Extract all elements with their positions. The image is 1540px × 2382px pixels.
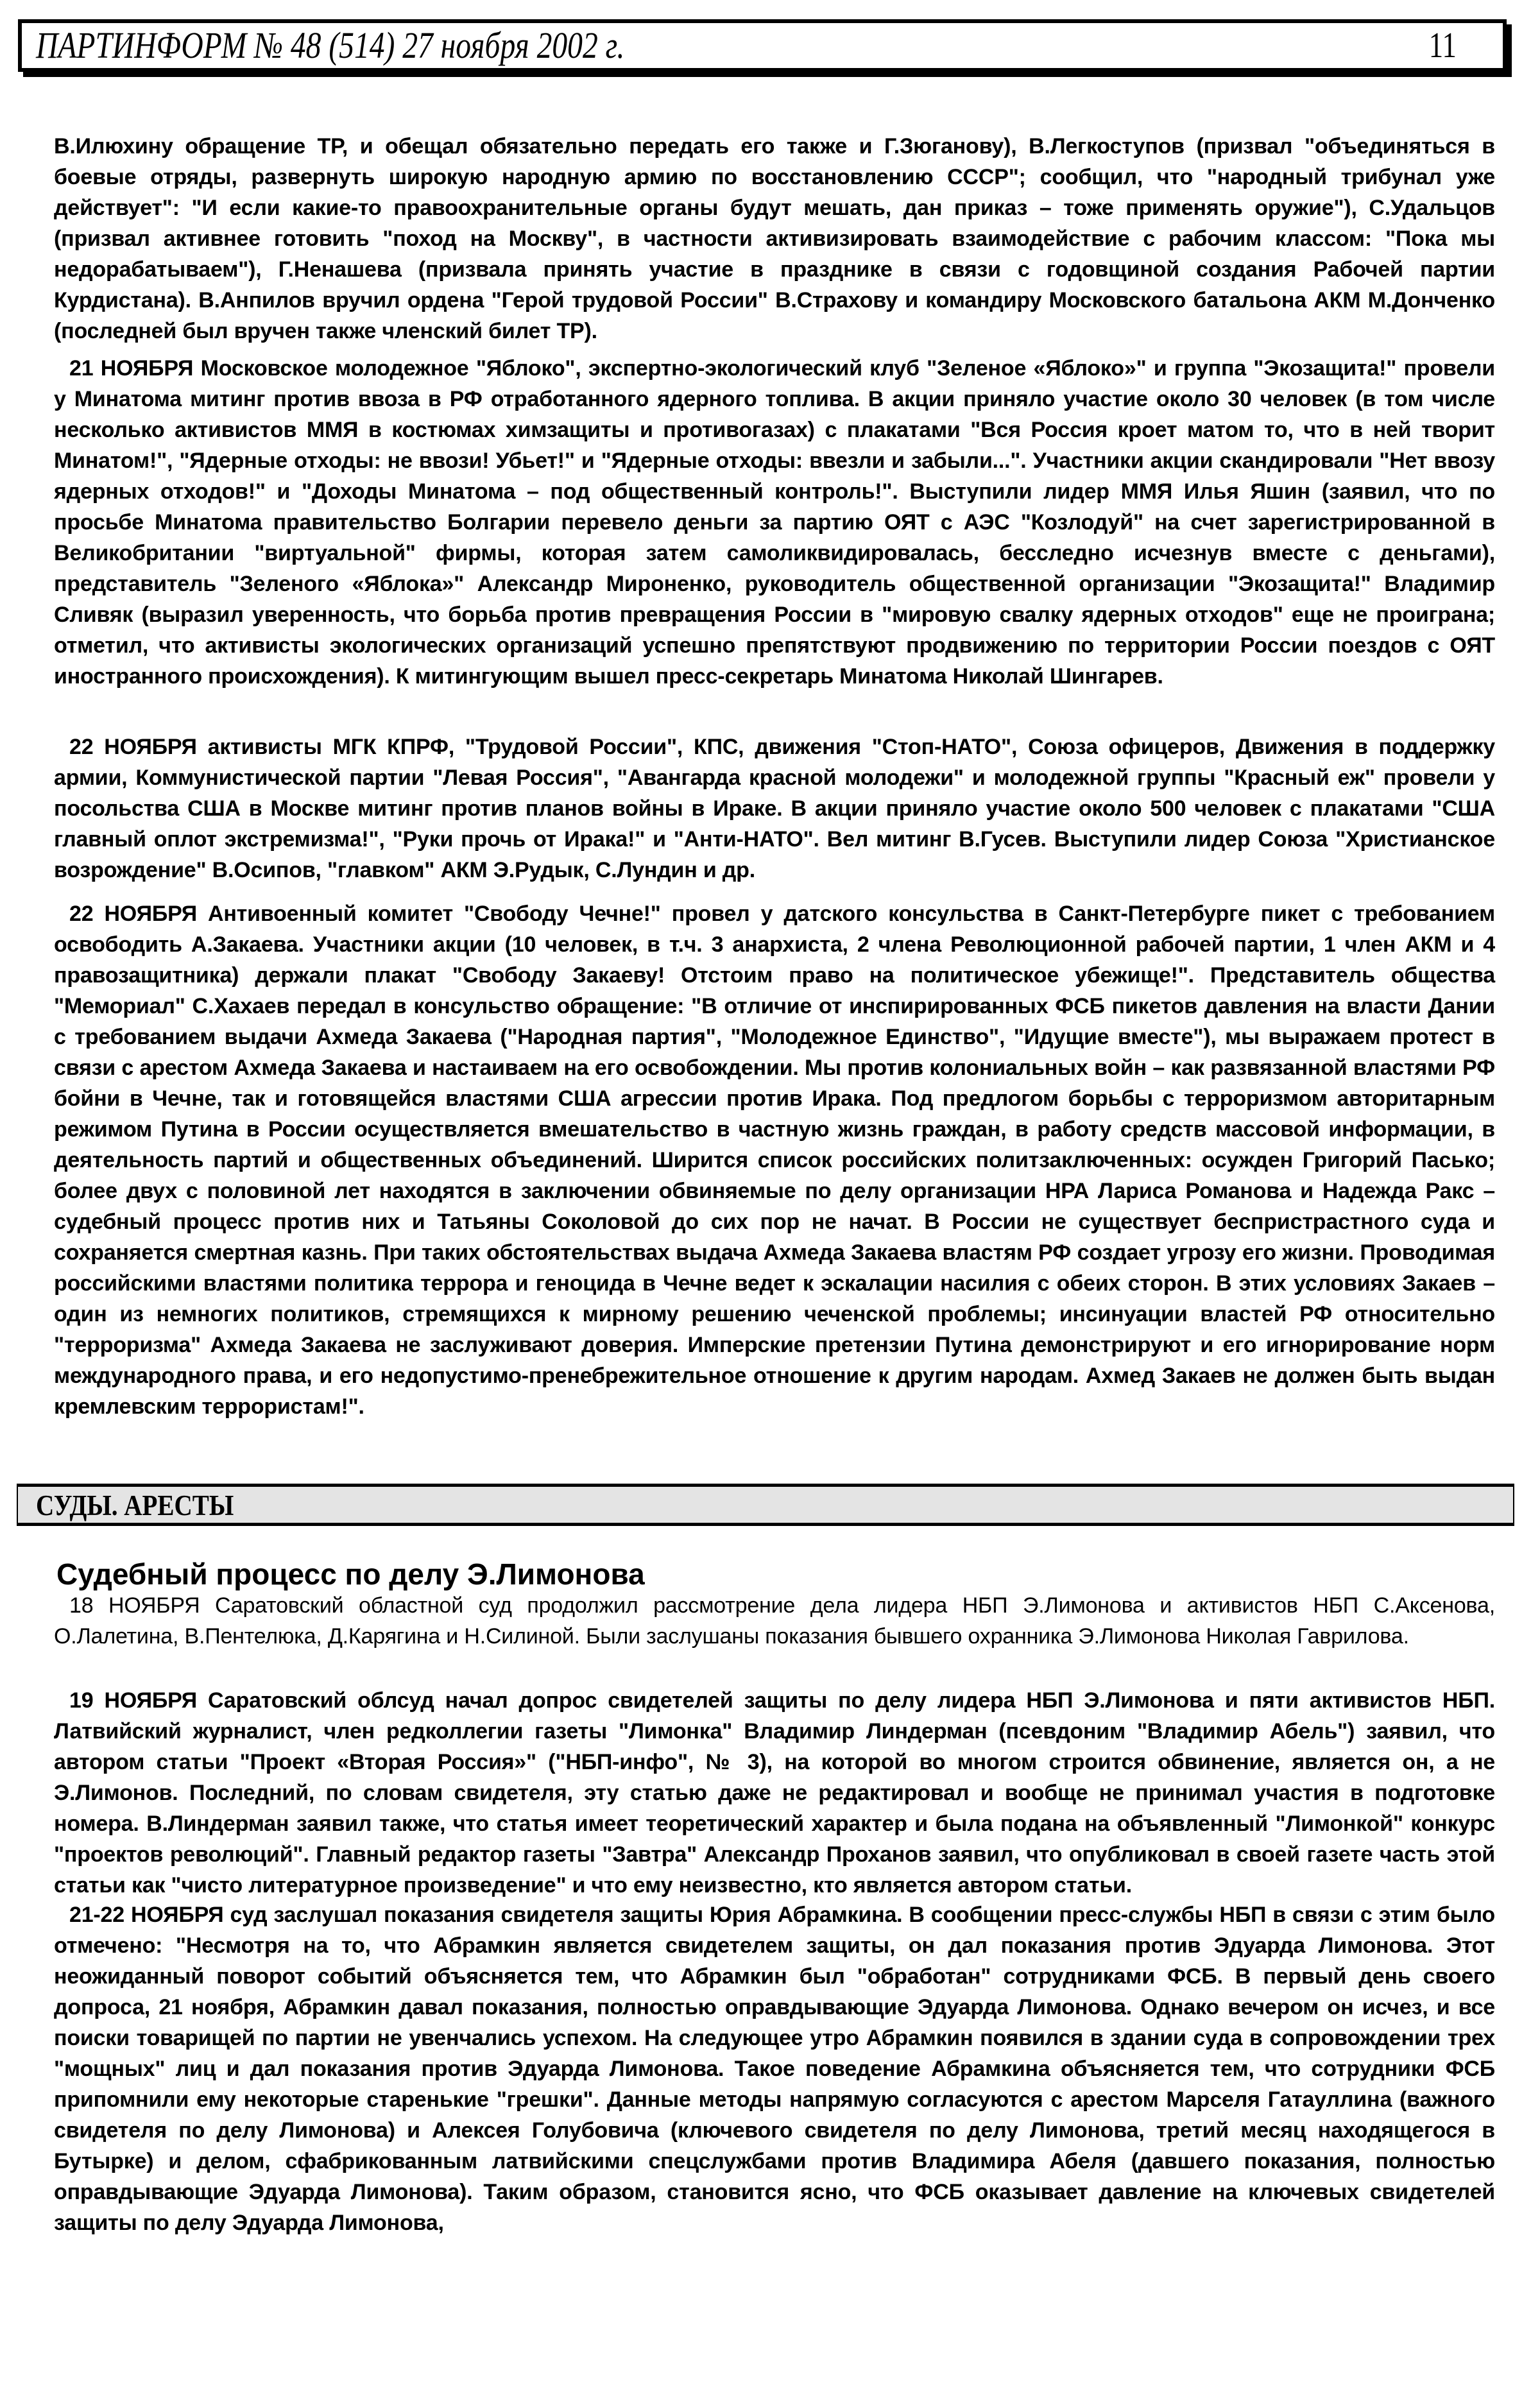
- article-text: Московское молодежное "Яблоко", экспертно-экологический клуб "Зеленое «Яблоко»" и группа "Экозащита!" провели у Минатома митинг против ввоза в РФ отработанного ядерного топлива. В акции приняло участие около 30 человек (в том числе несколько активистов ММЯ в костюмах химзащиты и противогазах) с плакатами "Вся Россия кроет матом то, что в ней творит Минатом!", "Ядерные отходы: не ввози! Убьет!" и "Ядерные отходы: ввезли и забыли...". Участники акции скандировали "Нет ввозу ядерных отходов!" и "Доходы Минатома – под общественный контроль!". Выступили лидер ММЯ Илья Яшин (заявил, что по просьбе Минатома правительство Болгарии перевело деньги за партию ОЯТ с АЭС "Козлодуй" на счет зарегистрированной в Великобритании "виртуальной" фирмы, которая затем самоликвидировалась, бесследно исчезнув вместе с деньгами), представитель "Зеленого «Яблока»" Александр Мироненко, руководитель общественной организации "Экозащита!" Владимир Сливяк (выразил уверенность, что борьба против превращения России в "мировую свалку ядерных отходов" еще не проиграна; отметил, что активисты экологических организаций успешно препятствуют продвижению по территории России поездов с ОЯТ иностранного происхождения). К митингующим вышел пресс-секретарь Минатома Николай Шингарев.: [54, 356, 1495, 689]
- entry-text: суд заслушал показания свидетеля защиты Юрия Абрамкина. В сообщении пресс-службы НБП в связи с этим было отмечено: "Несмотря на то, что Абрамкин является свидетелем защиты, он дал показания против Эдуарда Лимонова. Этот неожиданный поворот событий объясняется тем, что Абрамкин был "обработан" сотрудниками ФСБ. В первый день своего допроса, 21 ноября, Абрамкин давал показания, полностью оправдывающие Эдуарда Лимонова. Однако вечером он исчез, и все поиски товарищей по партии не увенчались успехом. На следующее утро Абрамкин появился в здании суда в сопровождении трех "мощных" лиц и дал показания против Эдуарда Лимонова. Такое поведение Абрамкина объясняется тем, что сотрудники ФСБ припомнили ему некоторые старенькие "грешки". Данные методы напрямую согласуются с арестом Марселя Гатауллина (важного свидетеля по делу Лимонова) и Алексея Голубовича (ключевого свидетеля по делу Лимонова, третий месяц находящегося в Бутырке) и делом, сфабрикованным латвийскими спецслужбами против Владимира Абеля (давшего показания, полностью оправдывающие Эдуарда Лимонова). Таким образом, становится ясно, что ФСБ оказывает давление на ключевых свидетелей защиты по делу Эдуарда Лимонова,: [54, 1903, 1496, 2235]
- article-nov22-moscow: [54, 732, 1495, 886]
- article-nov21: [54, 353, 1495, 692]
- entry-date: 18 НОЯБРЯ: [69, 1593, 200, 1618]
- page-header: [18, 19, 1507, 72]
- article-date: 22 НОЯБРЯ: [69, 902, 197, 926]
- entry-text: Саратовский областной суд продолжил рассмотрение дела лидера НБП Э.Лимонова и активистов НБП С.Аксенова, О.Лалетина, В.Пентелюка, Д.Карягина и Н.Силиной. Были заслушаны показания бывшего охранника Э.Лимонова Николая Гаврилова.: [54, 1593, 1495, 1649]
- section-title: СУДЫ. АРЕСТЫ: [36, 1489, 234, 1521]
- entry-date: 19 НОЯБРЯ: [69, 1688, 197, 1713]
- article-subheading: Судебный процесс по делу Э.Лимонова: [56, 1557, 645, 1591]
- article-nov22-spb: [54, 898, 1495, 1422]
- publication-title: ПАРТИНФОРМ № 48 (514) 27 ноября 2002 г.: [36, 24, 625, 66]
- article-text: Антивоенный комитет "Свободу Чечне!" провел у датского консульства в Санкт-Петербурге пикет с требованием освободить А.Закаева. Участники акции (10 человек, в т.ч. 3 анархиста, 2 члена Революционной рабочей партии, 1 член АКМ и 4 правозащитника) держали плакат "Свободу Закаеву! Отстоим право на политическое убежище!". Представитель общества "Мемориал" С.Хахаев передал в консульство обращение: "В отличие от инспирированных ФСБ пикетов давления на власти Дании с требованием выдачи Ахмеда Закаева ("Народная партия", "Молодежное Единство", "Идущие вместе"), мы выражаем протест в связи с арестом Ахмеда Закаева и настаиваем на его освобождении. Мы против колониальных войн – как развязанной властями РФ бойни в Чечне, так и готовящейся властями США агрессии против Ирака. Под предлогом борьбы с терроризмом авторитарным режимом Путина в России осуществляется вмешательство в частную жизнь граждан, в работу средств массовой информации, в деятельность партий и общественных объединений. Ширится список российских политзаключенных: осужден Григорий Пасько; более двух с половиной лет находятся в заключении обвиняемые по делу организации НРА Лариса Романова и Надежда Ракс – судебный процесс против них и Татьяны Соколовой до сих пор не начат. В России не существует беспристрастного суда и сохраняется смертная казнь. При таких обстоятельствах выдача Ахмеда Закаева властям РФ создает угрозу его жизни. Проводимая российскими властями политика террора и геноцида в Чечне ведет к эскалации насилия с обеих сторон. В этих условиях Закаев – один из немногих политиков, стремящихся к мирному решению чеченской проблемы; инсинуации властей РФ относительно "терроризма" Ахмеда Закаева не заслуживают доверия. Имперские претензии Путина демонстрируют и его игнорирование норм международного права, и его недопустимо-пренебрежительное отношение к другим народам. Ахмед Закаев не должен быть выдан кремлевским террористам!".: [54, 902, 1495, 1419]
- entry-date: 21-22 НОЯБРЯ: [69, 1903, 224, 1927]
- article-date: 22 НОЯБРЯ: [69, 735, 197, 759]
- section-header-bar: [17, 1484, 1514, 1526]
- article-text: активисты МГК КПРФ, "Трудовой России", КПС, движения "Стоп-НАТО", Союза офицеров, Движения в поддержку армии, Коммунистической партии "Левая Россия", "Авангарда красной молодежи" и молодежной группы "Красный еж" провели у посольства США в Москве митинг против планов войны в Ираке. В акции приняло участие около 500 человек с плакатами "США главный оплот экстремизма!", "Руки прочь от Ирака!" и "Анти-НАТО". Вел митинг В.Гусев. Выступили лидер Союза "Христианское возрождение" В.Осипов, "главком" АКМ Э.Рудык, С.Лундин и др.: [54, 735, 1495, 882]
- article-date: 21 НОЯБРЯ: [69, 356, 194, 381]
- court-entry-nov19: [54, 1685, 1495, 1901]
- article-text: В.Илюхину обращение ТР, и обещал обязательно передать его также и Г.Зюганову), В.Легкоступов (призвал "объединяться в боевые отряды, развернуть широкую народную армию по восстановлению СССР"; сообщил, что "народный трибунал уже действует": "И если какие-то правоохранительные органы будут мешать, дан приказ – тоже применять оружие"), С.Удальцов (призвал активнее готовить "поход на Москву", в частности активизировать взаимодействие с рабочим классом: "Пока мы недорабатываем"), Г.Ненашева (призвала принять участие в празднике в связи с годовщиной создания Рабочей партии Курдистана). В.Анпилов вручил ордена "Герой трудовой России" В.Страхову и командиру Московского батальона АКМ М.Донченко (последней был вручен также членский билет ТР).: [54, 134, 1495, 343]
- court-entry-nov18: [54, 1590, 1495, 1652]
- entry-text: Саратовский облсуд начал допрос свидетелей защиты по делу лидера НБП Э.Лимонова и пяти активистов НБП. Латвийский журналист, член редколлегии газеты "Лимонка" Владимир Линдерман (псевдоним "Владимир Абель") заявил, что автором статьи "Проект «Вторая Россия»" ("НБП-инфо", № 3), на которой во многом строится обвинение, является он, а не Э.Лимонов. Последний, по словам свидетеля, эту статью даже не редактировал и вообще не принимал участия в подготовке номера. В.Линдерман заявил также, что статья имеет теоретический характер и была подана на объявленный "Лимонкой" конкурс "проектов революций". Главный редактор газеты "Завтра" Александр Проханов заявил, что опубликовал в своей газете часть этой статьи как "чисто литературное произведение" и что ему неизвестно, кто является автором статьи.: [54, 1688, 1495, 1898]
- court-entry-nov21-22: [54, 1899, 1495, 2238]
- page-number: 11: [1428, 26, 1457, 65]
- article-continuation: [54, 131, 1495, 347]
